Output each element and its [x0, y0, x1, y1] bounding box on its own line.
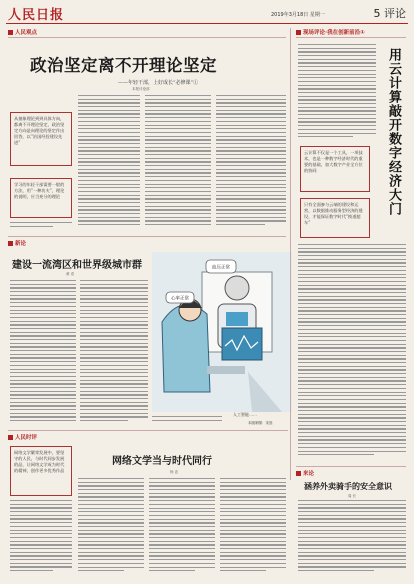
- city-column-2: [80, 280, 148, 425]
- literature-pull-quote: [10, 446, 72, 496]
- section-marker-icon: [296, 30, 301, 35]
- newspaper-logo: 人民日报: [8, 8, 65, 23]
- computing-pull-quote-2: [300, 198, 370, 238]
- computing-pull-quote-1: [300, 146, 370, 192]
- section-people-view: [8, 28, 37, 36]
- literature-byline: 杨 忠: [170, 470, 179, 474]
- city-byline: 黄 奇: [66, 272, 75, 276]
- city-column-1: [10, 280, 76, 425]
- pull-quote-text: 只有全面参与云端的建设和运营，以数据推动服务型经济的建设，才能保证数字时代“换道超车”: [304, 202, 363, 225]
- masthead: [6, 4, 408, 24]
- pull-quote-text: 从抽象理论到到具体方向，都离不开理论坚定，政治坚定方向是向理论的坚定作出回答，以“治国经验建设先进”: [14, 116, 65, 145]
- pull-quote-text: 网络文学繁荣发展中，要坚守的人民，与时代同步发展的品，让网络文学成为时代的精神，创作更多优秀作品: [14, 450, 65, 473]
- literature-column-3: [220, 478, 286, 580]
- main-column-2: [145, 95, 211, 230]
- section-label: 来论: [303, 471, 315, 477]
- section-people-times: [8, 433, 37, 441]
- section-marker-icon: [296, 471, 301, 476]
- illustration-bubble-1: 血压正常: [212, 265, 230, 271]
- delivery-byline: 周 长: [348, 494, 357, 498]
- main-pull-quote-1: [10, 112, 72, 166]
- city-headline: 建设一流湾区和世界级城市群: [12, 260, 142, 271]
- section-label: 人民时评: [15, 435, 38, 441]
- main-byline: 本报评论部: [132, 87, 150, 91]
- literature-column-2: [149, 478, 215, 580]
- delivery-body: [298, 500, 406, 580]
- main-column-3: [216, 95, 286, 230]
- illustration-caption: 人工智能……: [233, 412, 257, 417]
- delivery-headline: 涵养外卖骑手的安全意识: [304, 482, 392, 491]
- literature-column-1: [78, 478, 144, 580]
- section-marker-icon: [8, 241, 13, 246]
- illustration-bubble-2: 心率正常: [171, 296, 189, 302]
- literature-headline: 网络文学当与时代同行: [112, 456, 212, 467]
- section-label: 现场评论·我在创新前沿①: [303, 30, 365, 36]
- section-label: 人民观点: [15, 30, 38, 36]
- pull-quote-text: 云计算不仅是一个工具，一项技术，也是一种数字经济时代的重要的基础，加大数字产业全方位的协同: [304, 150, 363, 173]
- main-subheadline: ——年轻干部，上好成长“必修课”①: [118, 80, 199, 86]
- issue-date: 2019年3月18日 星期一: [271, 12, 325, 18]
- robot-doctor-illustration: [152, 252, 292, 412]
- pull-quote-text: 学习的年轻干部需要一般的方法，用“一种功夫”，理论的说明，应当充分的理论: [14, 182, 65, 199]
- section-marker-icon: [8, 435, 13, 440]
- main-headline: 政治坚定离不开理论坚定: [30, 56, 217, 75]
- illustration-credit: 本版制图：宋嵩: [248, 421, 273, 425]
- section-label: 新论: [15, 241, 27, 247]
- city-column-3-tail: [152, 416, 222, 428]
- section-guest: [296, 469, 314, 477]
- main-pull-quote-2: [10, 178, 72, 218]
- computing-headline: 用云计算敲开数字经济大门: [386, 48, 401, 216]
- illustration-art: [152, 252, 292, 412]
- section-new-theory: [8, 239, 26, 247]
- main-column-1: [78, 95, 140, 230]
- section-marker-icon: [8, 30, 13, 35]
- page-number: 5 评论: [373, 7, 406, 20]
- main-column-0-tail: [10, 222, 72, 232]
- computing-column-top: [298, 44, 376, 142]
- literature-column-0: [10, 500, 72, 580]
- computing-column-bottom: [298, 244, 406, 464]
- section-field-comment: [296, 28, 365, 36]
